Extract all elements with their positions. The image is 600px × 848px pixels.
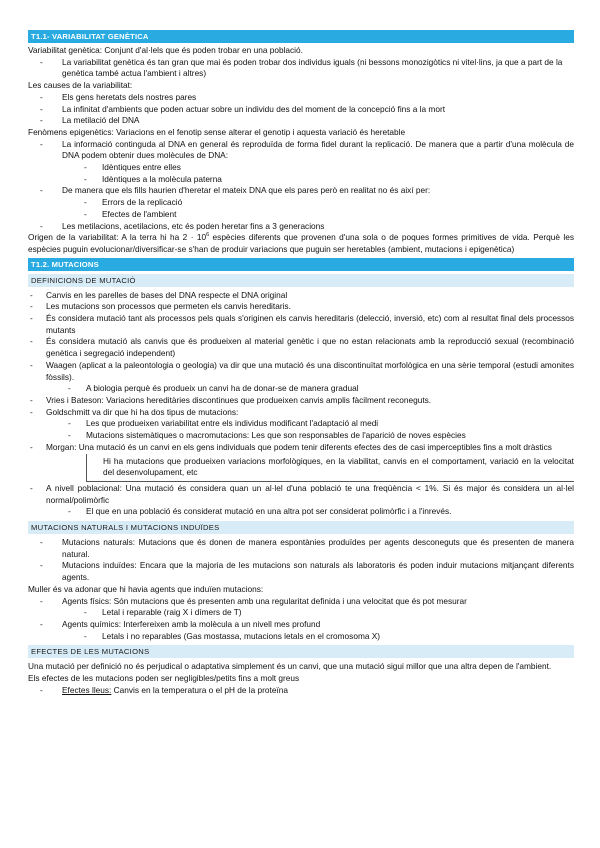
- subheading-definicions: DEFINICIONS DE MUTACIÓ: [28, 274, 574, 287]
- mutation-definitions-list: [28, 290, 574, 454]
- list-item: - Efectes lleus: Canvis en la temperatura o el pH de la proteïna: [28, 685, 574, 697]
- list-item: - Waagen (aplicat a la paleontologia o geologia) va dir que una mutació és una discontinuïtat morfològica en una sèrie temporal (estudi amonites fòssils).: [28, 360, 574, 383]
- population-list: [28, 483, 574, 518]
- sub-list-item: - Les que produeixen variabilitat entre els individus modificant l'adaptació al medi: [28, 418, 574, 430]
- list-item: - Les metilacions, acetilacions, etc és poden heretar fins a 3 generacions: [28, 221, 574, 233]
- list-item: - Mutacions naturals: Mutacions que és donen de manera espontànies produïdes per agents desconeguts que és presenten de manera natural.: [28, 537, 574, 560]
- list-item: - A nivell poblacional: Una mutació és considera quan un al·lel d'una població te una freqüència < 1%. Si és major és considera un al·lel normal/polimòrfic: [28, 483, 574, 506]
- epigenetics-intro: Fenòmens epigenètics: Variacions en el fenotip sense alterar el genotip i aquesta variació és heretable: [28, 126, 406, 137]
- agents-list: [28, 596, 574, 643]
- list-item: - Morgan: Una mutació és un canvi en els gens individuals que podem tenir diferents efectes des de casi imperceptibles fins a molt dràstics: [28, 442, 574, 454]
- list-item: - Canvis en les parelles de bases del DNA respecte el DNA original: [28, 290, 574, 302]
- sub-list-item: - Errors de la replicació: [28, 197, 574, 209]
- morgan-note-box: Hi ha mutacions que produeixen variacions morfològiques, en la viabilitat, canvis en el comportament, variació en la velocitat del desenvolupament, etc: [86, 454, 574, 482]
- definition-list: [28, 57, 574, 80]
- epigenetics-list: [28, 139, 574, 233]
- origin-paragraph: Origen de la variabilitat: A la terra hi ha $2 \cdot 10^6$ espècies diferents que provenen d'una sola o de poques formes primitives de vida. Perquè les espècies puguin evolucionar/diversificar-se s'han de produir variacions que puguin ser heretables (ambient, mutacions i epigenètica): [28, 232, 575, 254]
- list-item: - Els gens heretats dels nostres pares: [28, 92, 574, 104]
- list-item: - Agents químics: Interfereixen amb la molècula a un nivell mes profund: [28, 619, 574, 631]
- sub-list-item: - Letals i no reparables (Gas mostassa, mutacions letals en el cromosoma X): [28, 631, 574, 643]
- list-item: - Vries i Bateson: Variacions hereditàries discontinues que produeixen canvis amplis fàcilment reconeguts.: [28, 395, 574, 407]
- sub-list-item: - El que en una població és considerat mutació en una altra pot ser considerat polimòrfic i a l'inrevés.: [28, 506, 574, 518]
- subheading-naturals-induides: MUTACIONS NATURALS I MUTACIONS INDUÏDES: [28, 521, 574, 534]
- effects-paragraph: Una mutació per definició no és perjudical o adaptativa simplement és un canvi, que una mutació sigui millor que una altra depen de l'ambient.: [28, 661, 552, 672]
- sub-list-item: - Mutacions sistemàtiques o macromutacions: Les que son responsables de l'aparició de noves espècies: [28, 430, 574, 442]
- sub-list-item: - Idèntiques a la molècula paterna: [28, 174, 574, 186]
- section-title-variabilitat: T1.1- VARIABILITAT GENÈTICA: [28, 30, 574, 43]
- list-item: - La metilació del DNA: [28, 115, 574, 127]
- list-item: - De manera que els fills haurien d'heretar el mateix DNA que els pares però en realitat no és així per:: [28, 185, 574, 197]
- list-item: - És considera mutació tant als processos pels quals s'originen els canvis hereditaris (delecció, inversió, etc) com al resultat final dels processos mutants: [28, 313, 574, 336]
- causes-list: [28, 92, 574, 127]
- effects-intro: Els efectes de les mutacions poden ser negligibles/petits fins a molt greus: [28, 673, 300, 684]
- sub-list-item: - A biologia perquè és produeix un canvi ha de donar-se de manera gradual: [28, 383, 574, 395]
- section-title-mutacions: T1.2. MUTACIONS: [28, 258, 574, 271]
- sub-list-item: - Efectes de l'ambient: [28, 209, 574, 221]
- list-item: - La informació continguda al DNA en general és reproduïda de forma fidel durant la replicació. De manera que a partir d'una molècula de DNA podem obtenir dues molècules de DNA:: [28, 139, 574, 162]
- list-item: - Goldschmitt va dir que hi ha dos tipus de mutacions:: [28, 407, 574, 419]
- list-item: - Mutacions induïdes: Encara que la majoria de les mutacions son naturals als laboratoris és poden induir mutacions mitjançant diferents agents.: [28, 560, 574, 583]
- subheading-efectes: EFECTES DE LES MUTACIONS: [28, 645, 574, 658]
- causes-intro: Les causes de la variabilitat:: [28, 80, 133, 91]
- list-item: - La infinitat d'ambients que poden actuar sobre un individu des del moment de la concepció fins a la mort: [28, 104, 574, 116]
- effects-list: [28, 685, 574, 697]
- sub-list-item: - Letal i reparable (raig X i dímers de T): [28, 607, 574, 619]
- natural-induced-list: [28, 537, 574, 584]
- list-item: - Agents físics: Són mutacions que és presenten amb una regularitat definida i una velocitat que és pot mesurar: [28, 596, 574, 608]
- sub-list-item: - Idèntiques entre elles: [28, 162, 574, 174]
- muller-paragraph: Muller és va adonar que hi havia agents que induïen mutacions:: [28, 583, 264, 594]
- list-item: - Les mutacions son processos que permeten els canvis hereditaris.: [28, 301, 574, 313]
- list-item: - És considera mutació als canvis que és produeixen al material genètic i que no estan relacionats amb la reproducció sexual (recombinació genètica i segregació independent): [28, 336, 574, 359]
- list-item: - La variabilitat genètica és tan gran que mai és poden trobar dos individus iguals (ni bessons monozigòtics ni vitel·lins, ja que a part de la genètica també actua l'ambient i altres): [28, 57, 574, 80]
- definition-variabilitat: Variabilitat genètica: Conjunt d'al·lels que és poden trobar en una població.: [28, 45, 303, 55]
- effects-label: Efectes lleus:: [62, 684, 112, 695]
